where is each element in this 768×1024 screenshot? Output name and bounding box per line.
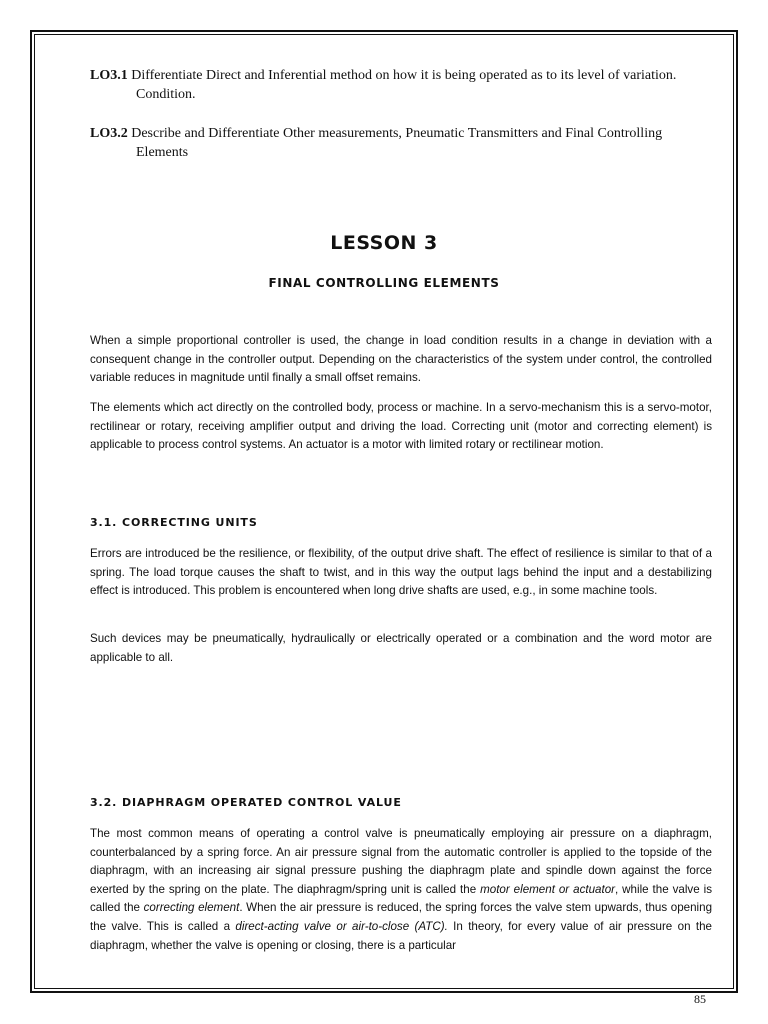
section-3-2-heading: 3.2. DIAPHRAGM OPERATED CONTROL VALUE — [90, 796, 402, 809]
italic-term: motor element or actuator — [480, 882, 616, 896]
lo-continuation: Condition. — [136, 87, 196, 102]
lesson-subtitle: FINAL CONTROLLING ELEMENTS — [268, 276, 500, 290]
lesson-title: LESSON 3 — [330, 232, 438, 254]
intro-paragraph-2: The elements which act directly on the controlled body, process or machine. In a servo-mechanism this is a servo-motor, rectilinear or rotary, receiving amplifier output and driving the load. Correcting unit (motor and correcting element) is applicable to process control systems. An actuator is a motor with limited rotary or rectilinear motion. — [90, 401, 712, 452]
italic-term: correcting element — [143, 901, 240, 915]
italic-term: direct-acting valve or air-to-close (ATC). — [235, 919, 448, 933]
page-number: 85 — [694, 992, 706, 1006]
intro-paragraph-1: When a simple proportional controller is used, the change in load condition results in a change in deviation with a consequent change in the controller output. Depending on the characteristics of the system under control, the controlled variable reduces in magnitude until finally a small offset remains. — [90, 334, 712, 385]
paragraph-text: , while the valve is called the — [90, 882, 712, 915]
section-3-1-heading: 3.1. CORRECTING UNITS — [90, 516, 258, 529]
lo-continuation: Elements — [136, 145, 189, 160]
paragraph-text: . When the air pressure is reduced, the spring forces the valve stem upwards, thus opening the valve. This is called a — [90, 901, 713, 933]
lo-code: LO3.1 — [90, 68, 128, 83]
section-3-2-paragraph — [90, 825, 712, 955]
paragraph-text: The most common means of operating a control valve is pneumatically employing air pressure on a diaphragm, counterbalanced by a spring force. An air pressure signal from the automatic controller is applied to the topside of the diaphragm, with an increasing air signal pressure pushing the diaphragm plate and spindle down against the force exerted by the spring on the plate. The diaphragm/spring unit is called the — [90, 827, 712, 896]
lo-text: Describe and Differentiate Other measurements, Pneumatic Transmitters and Final Controlling — [131, 126, 663, 141]
learning-objective-3-2 — [90, 124, 715, 162]
paragraph-text: In theory, for every value of air pressure on the diaphragm, whether the valve is opening or closing, there is a particular — [90, 919, 712, 952]
lo-code: LO3.2 — [90, 126, 128, 141]
lo-text: Differentiate Direct and Inferential method on how it is being operated as to its level of variation. — [131, 68, 677, 83]
learning-objective-3-1 — [90, 66, 715, 104]
section-3-1-paragraph-1: Errors are introduced be the resilience, or flexibility, of the output drive shaft. The effect of resilience is similar to that of a spring. The load torque causes the shaft to twist, and in this way the output lags behind the input and a destabilizing effect is introduced. This problem is encountered when long drive shafts are used, e.g., in some machine tools. — [90, 547, 712, 598]
section-3-1-paragraph-2: Such devices may be pneumatically, hydraulically or electrically operated or a combination and the word motor are applicable to all. — [90, 632, 712, 664]
